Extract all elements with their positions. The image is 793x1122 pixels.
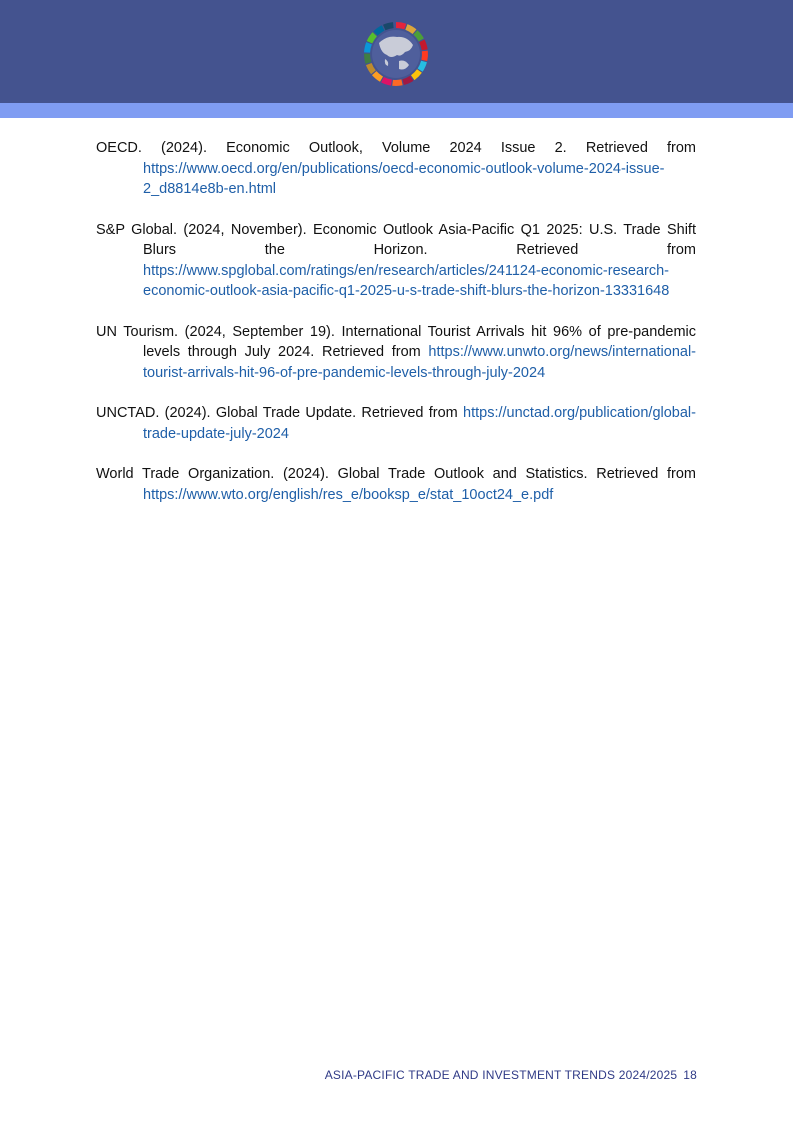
globe-ring-logo xyxy=(361,19,431,89)
reference-item xyxy=(96,138,696,200)
reference-text: UN Tourism. (2024, September 19). International Tourist Arrivals hit 96% of pre-pandemic levels through July 2024. Retrieved from xyxy=(96,323,696,360)
reference-link[interactable]: https://unctad.org/publication/global-trade-update-july-2024 xyxy=(143,405,696,442)
page-number: 18 xyxy=(683,1068,697,1082)
header-stripe xyxy=(0,103,793,118)
reference-text: UNCTAD. (2024). Global Trade Update. Retrieved from xyxy=(96,405,458,421)
page-footer xyxy=(325,1068,697,1082)
reference-link[interactable]: https://www.wto.org/english/res_e/booksp_e/stat_10oct24_e.pdf xyxy=(143,486,554,503)
reference-text: OECD. (2024). Economic Outlook, Volume 2024 Issue 2. Retrieved from xyxy=(96,140,696,156)
reference-item xyxy=(96,403,696,444)
reference-link[interactable]: https://www.unwto.org/news/international-tourist-arrivals-hit-96-of-pre-pandemic-levels-through-july-2024 xyxy=(143,344,696,381)
reference-item xyxy=(96,220,696,302)
reference-link[interactable]: https://www.spglobal.com/ratings/en/research/articles/241124-economic-research-economic-outlook-asia-pacific-q1-2025-u-s-trade-shift-blurs-the-horizon-13331648 xyxy=(143,262,670,299)
reference-link[interactable]: https://www.oecd.org/en/publications/oecd-economic-outlook-volume-2024-issue-2_d8814e8b-en.html xyxy=(143,160,665,197)
footer-title: ASIA-PACIFIC TRADE AND INVESTMENT TRENDS 2024/2025 xyxy=(324,1068,678,1082)
reference-text: S&P Global. (2024, November). Economic Outlook Asia-Pacific Q1 2025: U.S. Trade Shift Blurs the Horizon. Retrieved from xyxy=(96,221,696,258)
reference-item xyxy=(96,322,696,384)
reference-item xyxy=(96,464,696,505)
reference-list xyxy=(96,138,696,525)
reference-text: World Trade Organization. (2024). Global Trade Outlook and Statistics. Retrieved from xyxy=(96,466,696,482)
